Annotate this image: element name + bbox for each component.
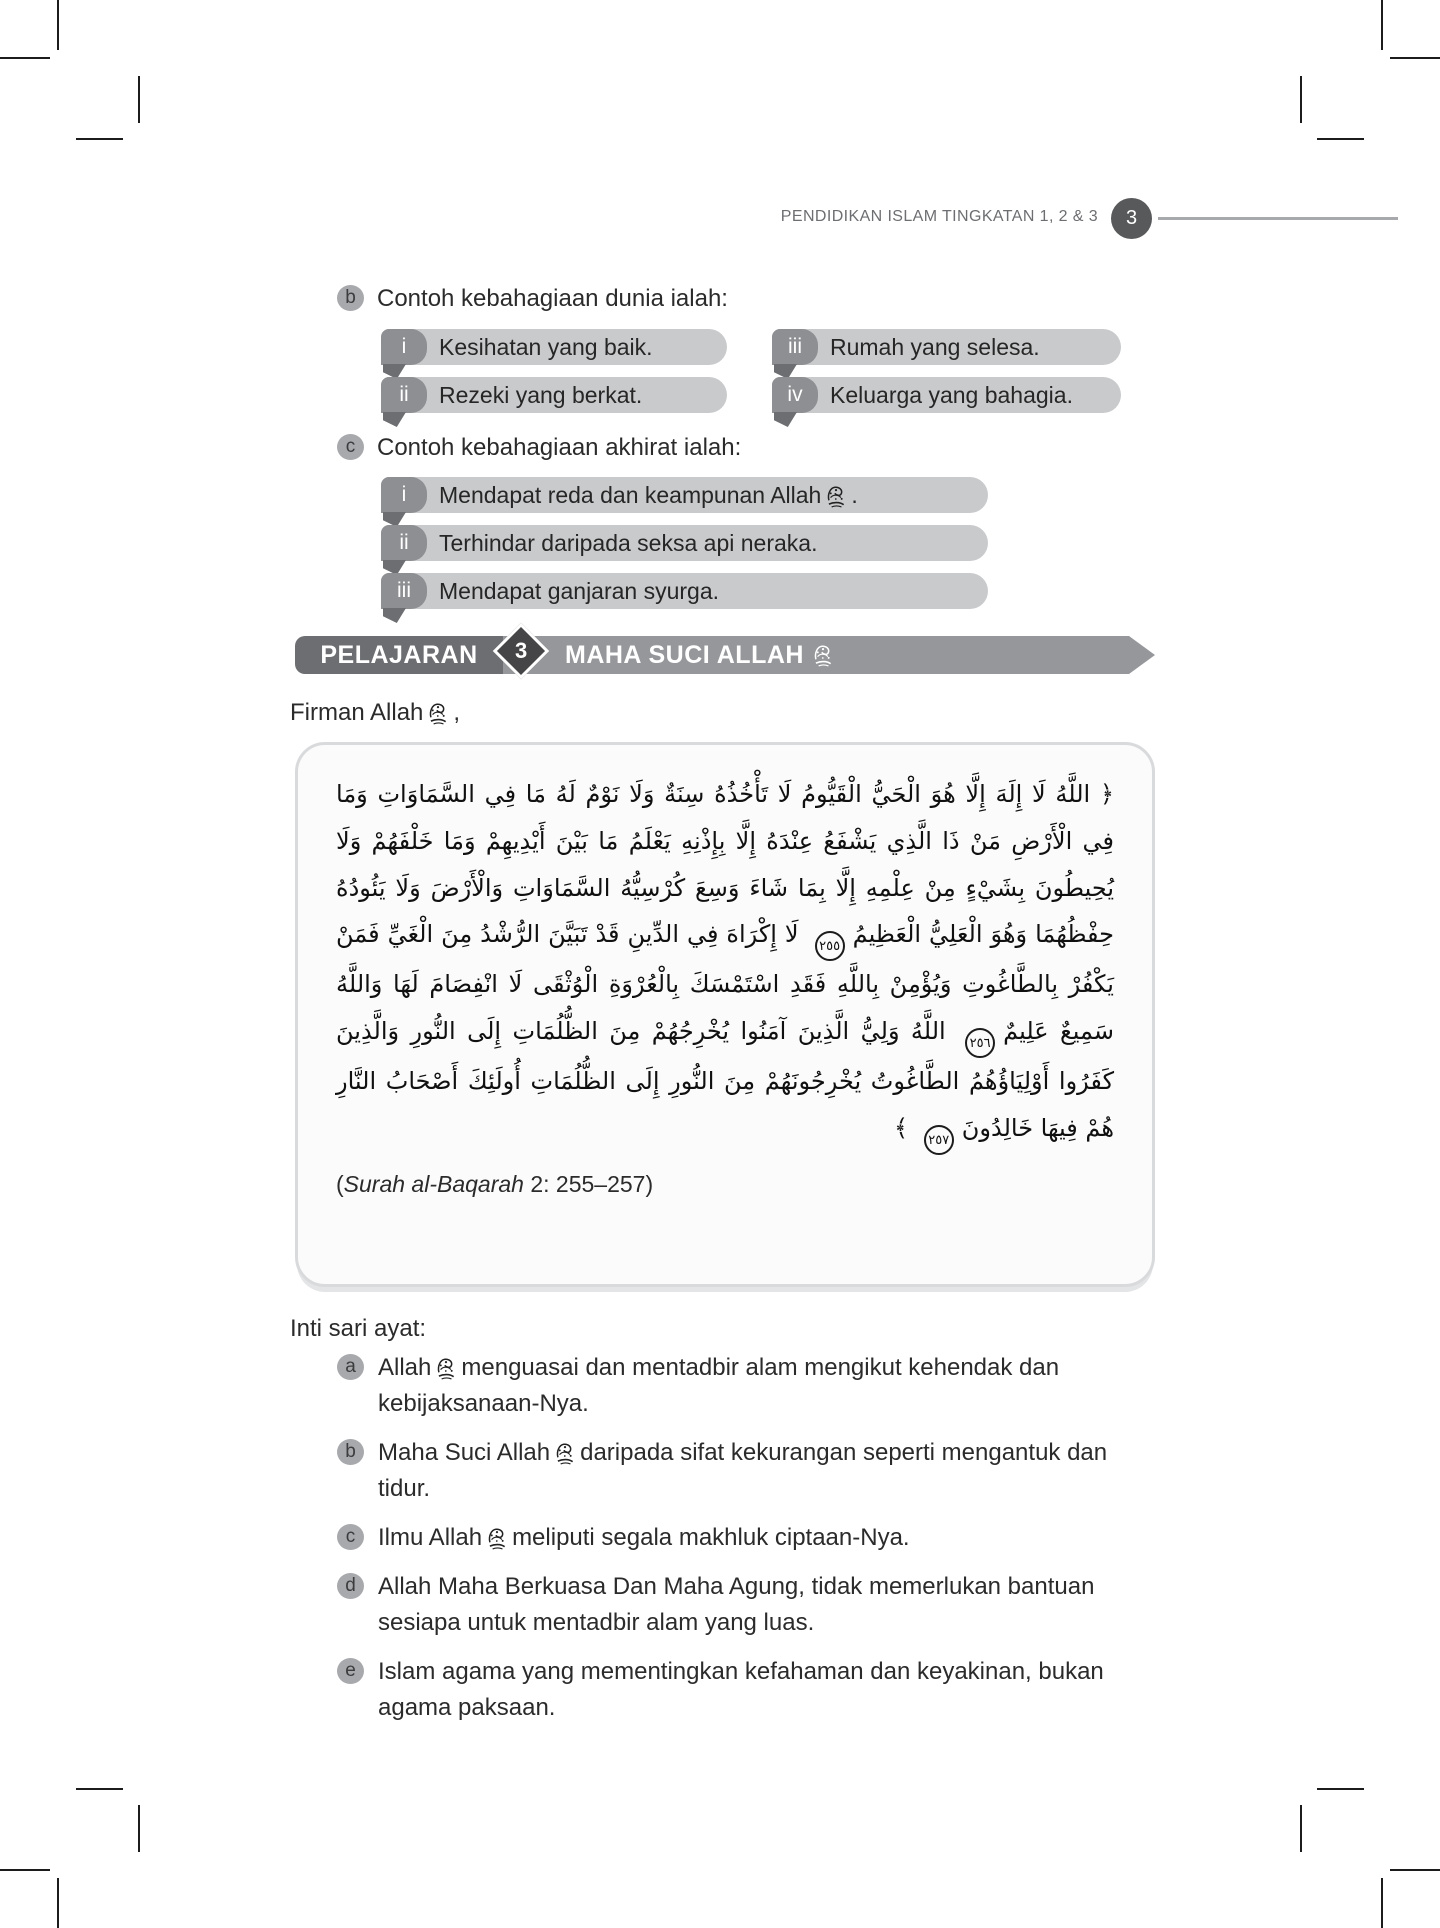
roman-numeral-tab: i	[381, 477, 427, 513]
quran-verse-box	[295, 742, 1155, 1287]
ayah-255-number: ٢٥٥	[815, 931, 845, 961]
list-bullet-e: e	[337, 1658, 364, 1684]
section-c-heading-row	[337, 433, 741, 462]
firman-line	[290, 699, 460, 727]
list-item-text: Islam agama yang mementingkan kefahaman dan keyakinan, bukan agama paksaan.	[378, 1658, 1104, 1721]
list-item	[337, 1569, 1159, 1641]
citation-open-paren: (	[336, 1170, 344, 1197]
lesson-number: 3	[514, 638, 528, 663]
roman-numeral-tab: i	[381, 329, 427, 365]
list-item-text-pre: Maha Suci Allah	[378, 1439, 551, 1466]
ayah-255-text: اللَّهُ لَا إِلَهَ إِلَّا هُوَ الْحَيُّ الْقَيُّومُ لَا تَأْخُذُهُ سِنَةٌ وَلَا نَوْمٌ لَهُ مَا فِي السَّمَاوَاتِ وَمَا فِي الْأَرْضِ مَنْ ذَا الَّذِي يَشْفَعُ عِنْدَهُ إِلَّا بِإِذْنِهِ يَعْلَمُ مَا بَيْنَ أَيْدِيهِمْ وَمَا خَلْفَهُمْ وَلَا يُحِيطُونَ بِشَيْءٍ مِنْ عِلْمِهِ إِلَّا بِمَا شَاءَ وَسِعَ كُرْسِيُّهُ السَّمَاوَاتِ وَالْأَرْضَ وَلَا يَئُودُهُ حِفْظُهُمَا وَهُوَ الْعَلِيُّ الْعَظِيمُ	[336, 780, 1114, 949]
banner-lesson-label: PELAJARAN	[320, 640, 478, 669]
section-c-heading: Contoh kebahagiaan akhirat ialah:	[377, 434, 742, 461]
allah-honorific-icon	[812, 643, 834, 667]
list-item	[381, 525, 988, 561]
citation-surah-name: Surah al-Baqarah	[343, 1170, 524, 1197]
list-item-text-post: .	[851, 482, 858, 508]
allah-honorific-icon	[427, 701, 449, 725]
list-item-text: Rezeki yang berkat.	[439, 382, 643, 408]
banner-lesson-label-box	[295, 636, 503, 674]
list-item-text-post: daripada sifat kekurangan seperti mengantuk dan tidur.	[378, 1439, 1108, 1502]
firman-text: Firman Allah	[290, 699, 424, 726]
list-bullet-b: b	[337, 1439, 364, 1465]
ayah-256-number: ٢٥٦	[965, 1028, 995, 1058]
list-item-text: Allah Maha Berkuasa Dan Maha Agung, tidak memerlukan bantuan sesiapa untuk mentadbir alam yang luas.	[378, 1573, 1095, 1636]
roman-numeral-tab: ii	[381, 377, 427, 413]
list-item-text	[378, 1350, 1159, 1422]
list-item	[381, 477, 988, 513]
list-item	[337, 1520, 1159, 1556]
allah-honorific-icon	[554, 1441, 576, 1465]
pill-tail	[383, 412, 406, 427]
list-item	[337, 1654, 1159, 1726]
ayah-257-text: اللَّهُ وَلِيُّ الَّذِينَ آمَنُوا يُخْرِجُهُمْ مِنَ الظُّلُمَاتِ إِلَى النُّورِ وَالَّذِينَ كَفَرُوا أَوْلِيَاؤُهُمُ الطَّاغُوتُ يُخْرِجُونَهُمْ مِنَ النُّورِ إِلَى الظُّلُمَاتِ أُولَئِكَ أَصْحَابُ النَّارِ هُمْ فِيهَا خَالِدُونَ	[336, 1017, 1114, 1142]
list-item-text-pre: Ilmu Allah	[378, 1524, 483, 1551]
list-item-text	[439, 477, 988, 513]
list-item	[337, 1350, 1159, 1422]
firman-comma: ,	[453, 699, 461, 726]
list-item-text-post: menguasai dan mentadbir alam mengikut kehendak dan kebijaksanaan-Nya.	[378, 1354, 1060, 1417]
list-bullet-c: c	[337, 1524, 364, 1550]
roman-numeral-tab: iii	[772, 329, 818, 365]
section-b-heading-row	[337, 284, 728, 313]
ornate-close-mark: ﴾	[894, 1113, 909, 1142]
list-item	[381, 573, 988, 609]
list-item	[772, 329, 1121, 365]
list-item-text	[378, 1520, 910, 1556]
ayah-257-number: ٢٥٧	[924, 1125, 954, 1155]
roman-numeral-tab: iv	[772, 377, 818, 413]
list-item-text: Mendapat ganjaran syurga.	[439, 578, 720, 604]
allah-honorific-icon	[435, 1356, 457, 1380]
roman-numeral-tab: ii	[381, 525, 427, 561]
list-item	[337, 1435, 1159, 1507]
roman-numeral-tab: iii	[381, 573, 427, 609]
list-item-text: Rumah yang selesa.	[830, 334, 1040, 360]
inti-sari-list	[337, 1350, 1159, 1739]
section-b-heading: Contoh kebahagiaan dunia ialah:	[377, 285, 728, 312]
list-item-text-pre: Allah	[378, 1354, 432, 1381]
running-header-title: PENDIDIKAN ISLAM TINGKATAN 1, 2 & 3	[780, 208, 1098, 225]
lesson-banner	[295, 636, 1155, 674]
list-bullet-d: d	[337, 1573, 364, 1599]
header-rule	[1158, 217, 1398, 220]
list-item-text	[378, 1435, 1159, 1507]
ornate-open-mark: ﴿	[1099, 780, 1115, 808]
allah-honorific-icon	[486, 1526, 508, 1550]
list-bullet-a: a	[337, 1354, 364, 1380]
page-number-badge	[1111, 198, 1152, 239]
list-item-text-post: meliputi segala makhluk ciptaan-Nya.	[512, 1524, 910, 1551]
citation-verse-range: 2: 255–257)	[523, 1170, 654, 1197]
pill-tail	[383, 608, 406, 623]
list-item	[772, 377, 1121, 413]
page-number: 3	[1125, 207, 1138, 229]
inti-sari-heading: Inti sari ayat:	[290, 1315, 427, 1342]
list-item-text: Keluarga yang bahagia.	[830, 382, 1073, 408]
list-item-text: Kesihatan yang baik.	[439, 334, 653, 360]
list-item-text-pre: Mendapat reda dan keampunan Allah	[439, 482, 822, 508]
surah-citation	[336, 1171, 1114, 1198]
ayah-256-text: لَا إِكْرَاهَ فِي الدِّينِ قَدْ تَبَيَّنَ الرُّشْدُ مِنَ الْغَيِّ فَمَنْ يَكْفُرْ بِالطَّاغُوتِ وَيُؤْمِنْ بِاللَّهِ فَقَدِ اسْتَمْسَكَ بِالْعُرْوَةِ الْوُثْقَى لَا انْفِصَامَ لَهَا وَاللَّهُ سَمِيعٌ عَلِيمٌ	[336, 920, 1114, 1046]
banner-title-row	[565, 636, 834, 674]
quran-arabic-text	[336, 771, 1114, 1155]
list-item-text: Terhindar daripada seksa api neraka.	[439, 530, 818, 556]
list-bullet-c: c	[337, 434, 364, 460]
allah-honorific-icon	[825, 484, 847, 508]
list-bullet-b: b	[337, 285, 364, 311]
pill-tail	[774, 412, 797, 427]
lesson-title: MAHA SUCI ALLAH	[565, 640, 804, 669]
list-item	[381, 329, 727, 365]
list-item	[381, 377, 727, 413]
